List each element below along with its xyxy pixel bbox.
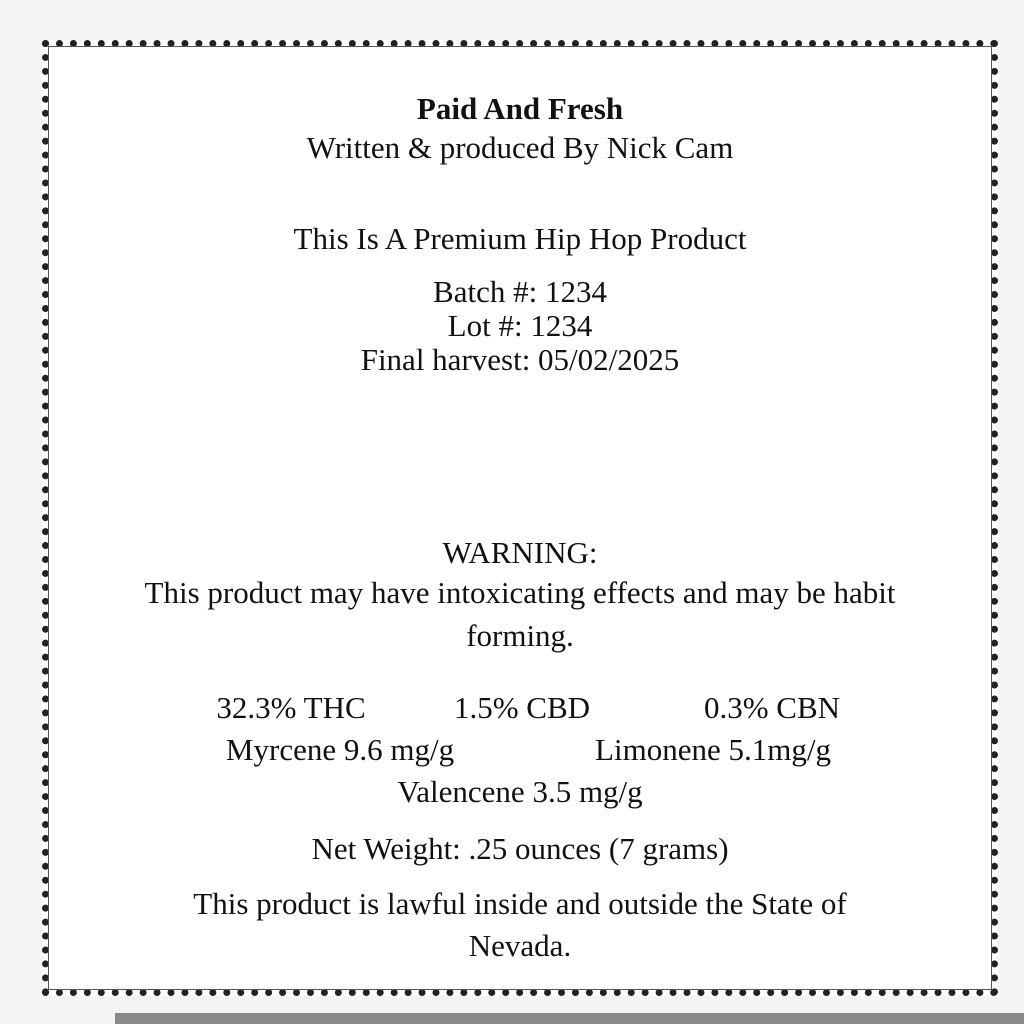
lot-number: Lot #: 1234 xyxy=(447,308,593,343)
credit-line: Written & produced By Nick Cam xyxy=(306,130,734,165)
warning-heading: WARNING: xyxy=(442,535,598,570)
warning-text-line-1: This product may have intoxicating effects and may be habit xyxy=(144,575,896,610)
harvest-date: Final harvest: 05/02/2025 xyxy=(360,342,680,377)
valencene-value: Valencene 3.5 mg/g xyxy=(397,774,643,809)
net-weight: Net Weight: .25 ounces (7 grams) xyxy=(311,831,729,866)
tagline: This Is A Premium Hip Hop Product xyxy=(293,221,747,256)
thc-value: 32.3% THC xyxy=(216,690,366,725)
warning-text-line-2: forming. xyxy=(466,618,574,653)
legal-text-line-1: This product is lawful inside and outside the State of xyxy=(193,886,847,921)
limonene-value: Limonene 5.1mg/g xyxy=(595,732,831,767)
legal-text-line-2: Nevada. xyxy=(468,928,572,963)
cbn-value: 0.3% CBN xyxy=(703,690,841,725)
product-title: Paid And Fresh xyxy=(416,91,624,126)
product-label xyxy=(42,40,998,996)
myrcene-value: Myrcene 9.6 mg/g xyxy=(225,732,455,767)
cannabinoid-row xyxy=(49,690,991,726)
cbd-value: 1.5% CBD xyxy=(453,690,591,725)
terpene-row xyxy=(49,732,991,768)
batch-number: Batch #: 1234 xyxy=(433,274,607,309)
bottom-shadow-bar xyxy=(115,1013,1024,1024)
